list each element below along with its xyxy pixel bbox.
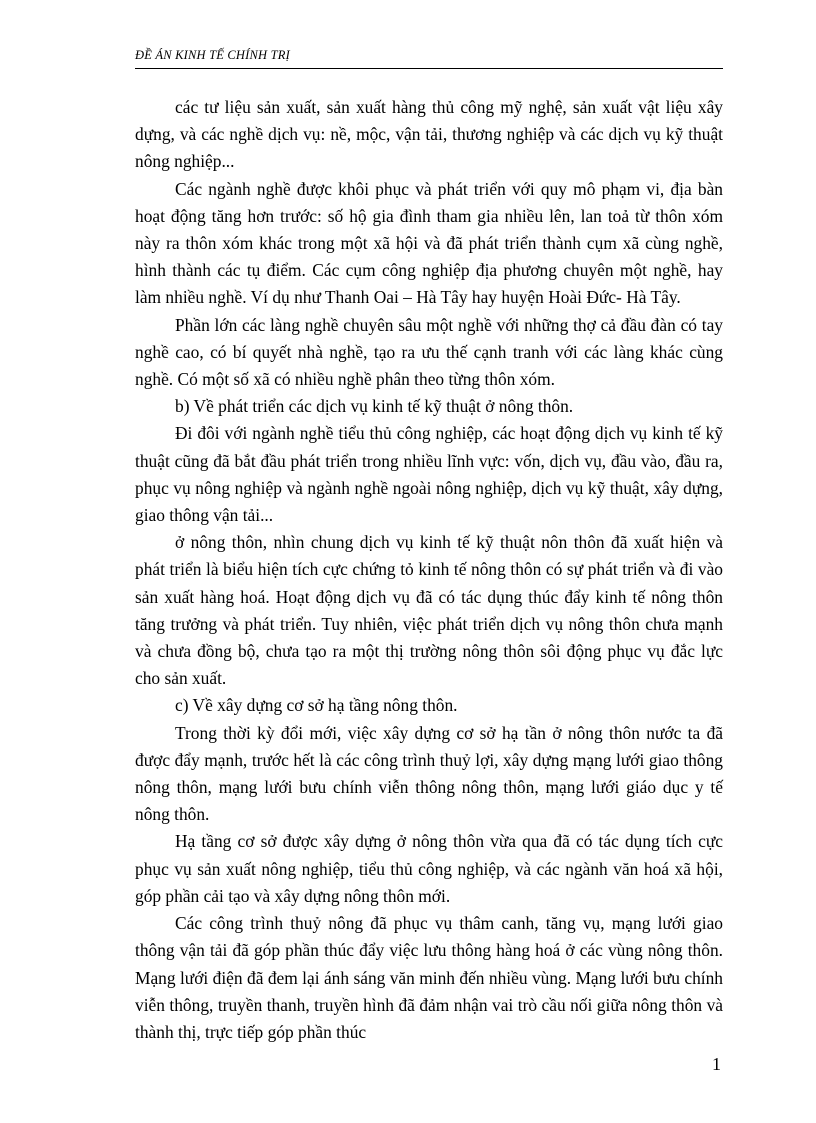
paragraph-6: Trong thời kỳ đổi mới, việc xây dựng cơ sở hạ tần ở nông thôn nước ta đã được đẩy mạnh, trước hết là các công trình thuỷ lợi, xây dựng mạng lưới giao thông nông thôn, mạng lưới bưu chính viễn thông nông thôn, mạng lưới giáo dục y tế nông thôn. [135,722,723,825]
paragraph-8: Các công trình thuỷ nông đã phục vụ thâm canh, tăng vụ, mạng lưới giao thông vận tải đã góp phần thúc đẩy việc lưu thông hàng hoá ở các vùng nông thôn. Mạng lưới điện đã đem lại ánh sáng văn minh đến nhiều vùng. Mạng lưới bưu chính viễn thông, truyền thanh, truyền hình đã đảm nhận vai trò cầu nối giữa nông thôn và thành thị, trực tiếp góp phần thúc [135,913,723,1042]
page-number: 1 [712,1054,721,1074]
section-heading-b: b) Về phát triển các dịch vụ kinh tế kỹ thuật ở nông thôn. [175,396,574,417]
running-header: ĐỀ ÁN KINH TẾ CHÍNH TRỊ [135,48,290,62]
document-body [135,94,723,1046]
paragraph-3: Phần lớn các làng nghề chuyên sâu một nghề với những thợ cả đầu đàn có tay nghề cao, có bí quyết nhà nghề, tạo ra ưu thế cạnh tranh với các làng khác cùng nghề. Có một số xã có nhiều nghề phân theo từng thôn xóm. [135,314,723,390]
paragraph-5: ở nông thôn, nhìn chung dịch vụ kinh tế kỹ thuật nôn thôn đã xuất hiện và phát triển là biểu hiện tích cực chứng tỏ kinh tế nông thôn có sự phát triển và đi vào sản xuất hàng hoá. Hoạt động dịch vụ đã có tác dụng thúc đẩy kinh tế nông thôn tăng trưởng và phát triển. Tuy nhiên, việc phát triển dịch vụ nông thôn chưa mạnh và chưa đồng bộ, chưa tạo ra một thị trường nông thôn sôi động phục vụ đắc lực cho sản xuất. [135,532,723,689]
paragraph-1: các tư liệu sản xuất, sản xuất hàng thủ công mỹ nghệ, sản xuất vật liệu xây dựng, và các nghề dịch vụ: nề, mộc, vận tải, thương nghiệp và các dịch vụ kỹ thuật nông nghiệp... [135,97,723,172]
paragraph-4: Đi đôi với ngành nghề tiểu thủ công nghiệp, các hoạt động dịch vụ kinh tế kỹ thuật cũng đã bắt đầu phát triển trong nhiều lĩnh vực: vốn, dịch vụ, đầu vào, đầu ra, phục vụ nông nghiệp và ngành nghề ngoài nông nghiệp, dịch vụ kỹ thuật, xây dựng, giao thông vận tải... [135,423,723,526]
section-heading-c: c) Về xây dựng cơ sở hạ tầng nông thôn. [175,695,458,716]
paragraph-2: Các ngành nghề được khôi phục và phát triển với quy mô phạm vi, địa bàn hoạt động tăng hơn trước: số hộ gia đình tham gia nhiều lên, lan toả từ thôn xóm này ra thôn xóm khác trong một xã hội và đã phát triển thành cụm xã cùng nghề, hình thành các tụ điểm. Các cụm công nghiệp địa phương chuyên một nghề, hay làm nhiều nghề. Ví dụ như Thanh Oai – Hà Tây hay huyện Hoài Đức- Hà Tây. [135,178,723,308]
header-rule [135,68,723,69]
paragraph-7: Hạ tầng cơ sở được xây dựng ở nông thôn vừa qua đã có tác dụng tích cực phục vụ sản xuất nông nghiệp, tiểu thủ công nghiệp, và các ngành văn hoá xã hội, góp phần cải tạo và xây dựng nông thôn mới. [135,831,723,906]
